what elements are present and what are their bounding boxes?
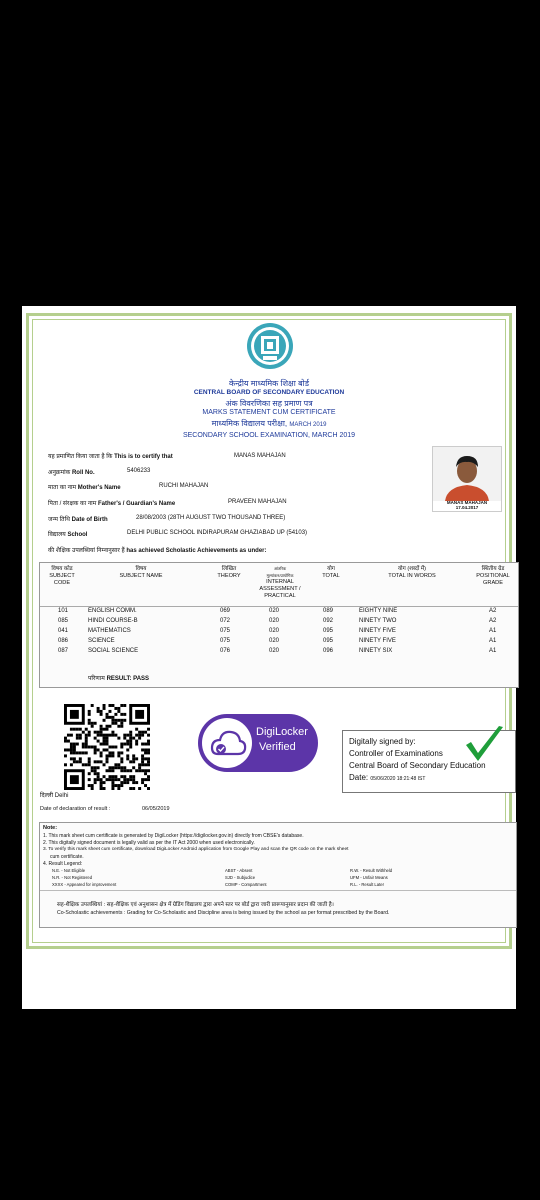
cell-theory: 075 xyxy=(220,638,231,644)
student-portrait-icon xyxy=(433,447,501,501)
cell-name: SOCIAL SCIENCE xyxy=(88,648,139,654)
co-scholastic-hindi: सह-शैक्षिक उपलब्धियां : सह-शैक्षिक एवं अनुशासन क्षेत्र में ग्रेडिंग विद्यालय द्वारा अपने स्तर पर बोर्ड द्वारा जारी प्रारूपानुसार प्रदान की जाती है। xyxy=(57,902,334,908)
col-total: योग TOTAL xyxy=(322,566,340,579)
roll-number: 5406233 xyxy=(127,468,151,474)
cell-theory: 069 xyxy=(220,608,231,614)
cell-grade: A1 xyxy=(489,648,497,654)
photo-caption-name: MANAS MAHAJAN xyxy=(446,500,488,505)
digilocker-verified-badge xyxy=(198,714,318,772)
cell-words: EIGHTY NINE xyxy=(359,608,398,614)
cell-grade: A1 xyxy=(489,638,497,644)
cell-code: 041 xyxy=(58,628,69,634)
legend-item: N.E. - Not Eligible xyxy=(52,868,86,873)
legend-item: UFM - Unfair Means xyxy=(350,875,388,880)
marks-table xyxy=(39,562,519,688)
certificate-title: MARKS STATEMENT CUM CERTIFICATE xyxy=(202,409,336,416)
board-name-hindi: केन्द्रीय माध्यमिक शिक्षा बोर्ड xyxy=(229,379,309,388)
cell-total: 095 xyxy=(323,628,334,634)
date-of-birth: 28/08/2003 (28TH AUGUST TWO THOUSAND THREE) xyxy=(136,515,286,521)
roll-label: अनुक्रमांक Roll No. xyxy=(48,470,95,476)
candidate-name: MANAS MAHAJAN xyxy=(234,453,286,459)
signer-organization: Central Board of Secondary Education xyxy=(349,761,486,770)
declaration-date-label: Date of declaration of result : xyxy=(40,806,111,812)
cell-ia: 020 xyxy=(269,618,280,624)
place: दिल्ली Delhi xyxy=(40,793,69,799)
legend-item: COMP - Compartment xyxy=(225,882,267,887)
digilocker-cloud-icon xyxy=(202,718,252,768)
legend-item: XXXX - Appeared for improvement xyxy=(52,882,117,887)
achievements-label: की शैक्षिक उपलब्धियां निम्नानुसार हैं has achieved Scholastic Achievements as under: xyxy=(48,548,267,554)
notes-title: Note: xyxy=(43,825,58,831)
cell-theory: 075 xyxy=(220,628,231,634)
student-photo xyxy=(432,446,502,512)
cell-total: 092 xyxy=(323,618,334,624)
title-hindi: अंक विवरणिका सह प्रमाण पत्र xyxy=(225,399,313,408)
note-3: 3. To verify this mark sheet cum certificate, download DigiLocker Android application from Google Play and scan the QR code on the mark sheet xyxy=(43,847,349,852)
signed-by-label: Digitally signed by: xyxy=(349,737,416,746)
photo-caption-date: 17.04.2017 xyxy=(455,505,479,510)
school-label: विद्यालय School xyxy=(48,532,88,538)
note-3-cont: cum certificate. xyxy=(50,854,84,860)
cell-grade: A2 xyxy=(489,618,497,624)
col-subject-code: विषय कोड SUBJECT CODE xyxy=(49,566,75,586)
cell-code: 087 xyxy=(58,648,69,654)
legend-item: R.L. - Result Later xyxy=(350,882,384,887)
col-theory: लिखित THEORY xyxy=(217,566,241,579)
exam-name: SECONDARY SCHOOL EXAMINATION, MARCH 2019 xyxy=(182,432,356,439)
verified-label: Verified xyxy=(259,741,296,753)
cell-words: NINETY FIVE xyxy=(359,628,396,634)
dob-label: जन्म तिथि Date of Birth xyxy=(48,517,108,523)
cbse-emblem-icon xyxy=(246,322,294,370)
mother-name: RUCHI MAHAJAN xyxy=(159,483,209,489)
legend-item: N.R. - Not Registered xyxy=(52,875,93,880)
cell-name: ENGLISH COMM. xyxy=(88,608,137,614)
legend-item: SJD - Subjudice xyxy=(225,875,256,880)
mother-label: माता का नाम Mother's Name xyxy=(48,485,121,491)
note-2: 2. This digitally signed document is legally valid as per the IT Act 2000 when used electronically. xyxy=(43,840,255,846)
cell-code: 101 xyxy=(58,608,69,614)
cell-name: HINDI COURSE-B xyxy=(88,618,138,624)
col-subject-name: विषय SUBJECT NAME xyxy=(119,566,163,579)
cell-words: NINETY TWO xyxy=(359,618,397,624)
note-1: 1. This mark sheet cum certificate is generated by DigiLocker (https://digilocker.gov.in) directly from CBSE's database. xyxy=(43,833,304,839)
green-check-icon xyxy=(463,725,505,765)
notes-box xyxy=(39,822,517,928)
digital-signature-box xyxy=(342,730,516,793)
cell-total: 095 xyxy=(323,638,334,644)
cell-ia: 020 xyxy=(269,638,280,644)
father-name: PRAVEEN MAHAJAN xyxy=(228,499,287,505)
marksheet-document xyxy=(22,306,516,1009)
col-internal-assessment: आंतरिक मूल्यांकन/प्रायोगिक INTERNAL ASSESSMENT / PRACTICAL xyxy=(259,566,301,599)
cell-code: 086 xyxy=(58,638,69,644)
cell-total: 089 xyxy=(323,608,334,614)
father-label: पिता / संरक्षक का नाम Father's / Guardian's Name xyxy=(48,501,176,507)
signer-title: Controller of Examinations xyxy=(349,749,443,758)
certify-label: यह प्रमाणित किया जाता है कि This is to certify that xyxy=(48,454,173,460)
cell-total: 096 xyxy=(323,648,334,654)
verification-qr-code[interactable] xyxy=(64,704,150,790)
legend-item: R.W. - Result Withheld xyxy=(350,868,393,873)
board-name: CENTRAL BOARD OF SECONDARY EDUCATION xyxy=(193,389,345,396)
cell-ia: 020 xyxy=(269,608,280,614)
digilocker-label: DigiLocker xyxy=(256,726,308,738)
col-positional-grade: स्थितीय ग्रेड POSITIONAL GRADE xyxy=(476,566,510,586)
cell-theory: 076 xyxy=(220,648,231,654)
legend-item: ABST - Absent xyxy=(225,868,253,873)
cell-name: MATHEMATICS xyxy=(88,628,131,634)
signature-date: Date: 05/06/2020 18:21:48 IST xyxy=(349,773,426,782)
col-total-in-words: योग (शब्दों में) TOTAL IN WORDS xyxy=(388,566,436,579)
co-scholastic-english: Co-Scholastic achievements : Grading for Co-Scholastic and Discipline area is being issued by the school as per format prescribed by the Board. xyxy=(57,910,390,916)
cell-words: NINETY SIX xyxy=(359,648,393,654)
result-status: परिणाम RESULT: PASS xyxy=(88,676,150,682)
cell-name: SCIENCE xyxy=(88,638,115,644)
cell-grade: A2 xyxy=(489,608,497,614)
school-name: DELHI PUBLIC SCHOOL INDIRAPURAM GHAZIABAD UP (54103) xyxy=(127,530,308,536)
exam-hindi: माध्यमिक विद्यालय परीक्षा, MARCH 2019 xyxy=(211,419,327,428)
declaration-date: 06/05/2019 xyxy=(142,806,170,812)
cell-ia: 020 xyxy=(269,648,280,654)
cell-code: 085 xyxy=(58,618,69,624)
cell-grade: A1 xyxy=(489,628,497,634)
cell-theory: 072 xyxy=(220,618,231,624)
note-4: 4. Result Legend: xyxy=(43,861,83,867)
cell-ia: 020 xyxy=(269,628,280,634)
cell-words: NINETY FIVE xyxy=(359,638,396,644)
